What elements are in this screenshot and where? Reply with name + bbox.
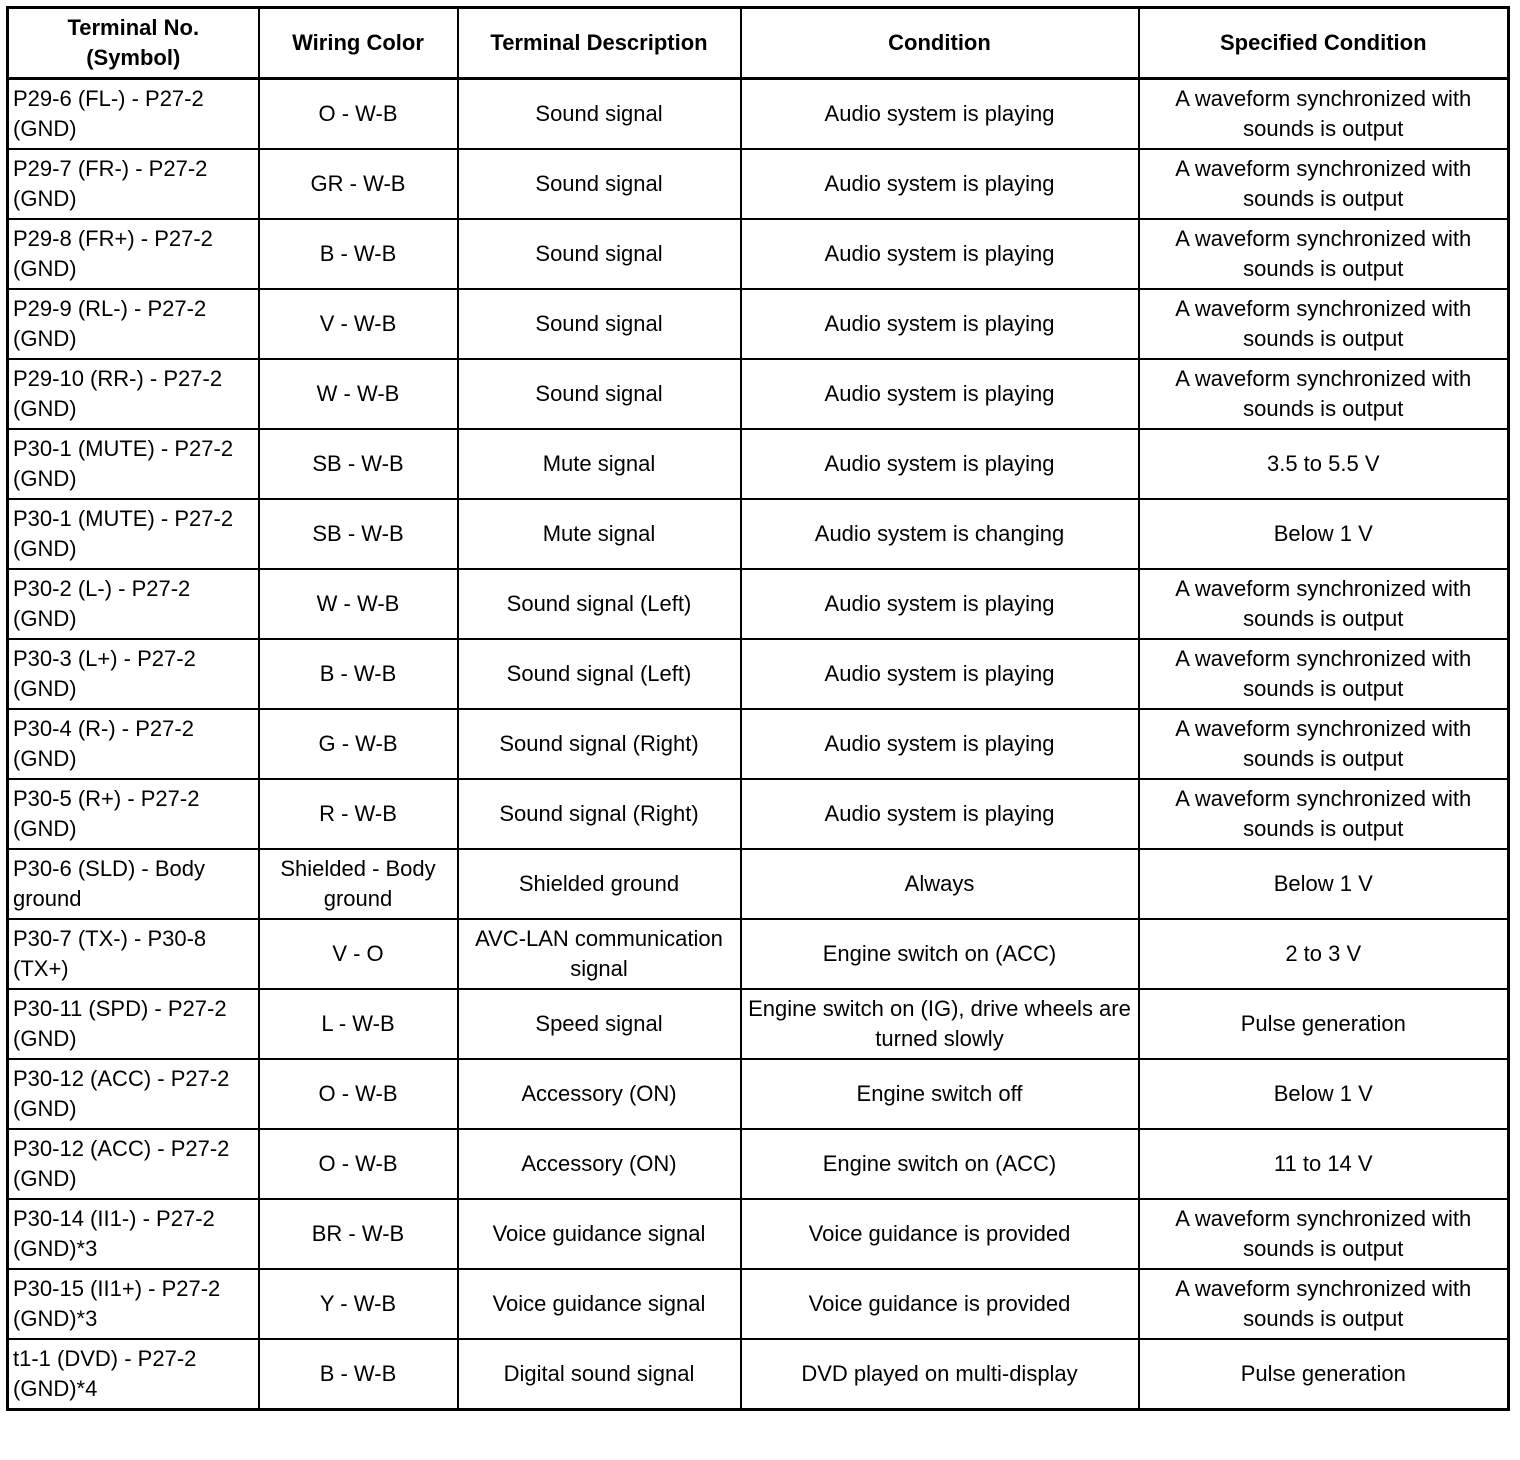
description-cell: Accessory (ON) [458,1129,741,1199]
wiring-color-cell: G - W-B [259,709,458,779]
description-cell: Sound signal [458,149,741,219]
description-cell: Sound signal [458,359,741,429]
terminal-cell: P29-6 (FL-) - P27-2 (GND) [8,79,259,150]
table-row [8,709,1509,779]
terminal-cell: P29-10 (RR-) - P27-2 (GND) [8,359,259,429]
terminal-cell: P30-3 (L+) - P27-2 (GND) [8,639,259,709]
terminal-cell: P30-1 (MUTE) - P27-2 (GND) [8,499,259,569]
wiring-color-cell: Y - W-B [259,1269,458,1339]
specified-condition-cell: A waveform synchronized with sounds is output [1139,709,1509,779]
table-row [8,429,1509,499]
header-terminal [8,8,259,79]
description-cell: Sound signal [458,289,741,359]
wiring-color-cell: B - W-B [259,639,458,709]
wiring-color-cell: W - W-B [259,359,458,429]
specified-condition-cell: A waveform synchronized with sounds is output [1139,289,1509,359]
table-row [8,779,1509,849]
header-wiring-color: Wiring Color [259,8,458,79]
specified-condition-cell: A waveform synchronized with sounds is output [1139,149,1509,219]
specified-condition-cell: Pulse generation [1139,989,1509,1059]
table-row [8,919,1509,989]
description-cell: Sound signal [458,219,741,289]
wiring-color-cell: GR - W-B [259,149,458,219]
wiring-color-cell: O - W-B [259,79,458,150]
table-row [8,639,1509,709]
description-cell: Voice guidance signal [458,1199,741,1269]
table-row [8,1269,1509,1339]
wiring-color-cell: B - W-B [259,219,458,289]
condition-cell: Engine switch on (ACC) [741,1129,1139,1199]
description-cell: Mute signal [458,429,741,499]
terminal-cell: P30-5 (R+) - P27-2 (GND) [8,779,259,849]
table-row [8,849,1509,919]
description-cell: Voice guidance signal [458,1269,741,1339]
condition-cell: Audio system is playing [741,289,1139,359]
condition-cell: Voice guidance is provided [741,1199,1139,1269]
specified-condition-cell: A waveform synchronized with sounds is output [1139,359,1509,429]
table-row [8,79,1509,150]
specified-condition-cell: A waveform synchronized with sounds is output [1139,779,1509,849]
specified-condition-cell: A waveform synchronized with sounds is output [1139,219,1509,289]
wiring-color-cell: B - W-B [259,1339,458,1410]
header-terminal-description: Terminal Description [458,8,741,79]
table-row [8,359,1509,429]
terminal-cell: P30-15 (II1+) - P27-2 (GND)*3 [8,1269,259,1339]
specified-condition-cell: A waveform synchronized with sounds is output [1139,1199,1509,1269]
condition-cell: Engine switch off [741,1059,1139,1129]
condition-cell: Audio system is playing [741,149,1139,219]
table-row [8,1339,1509,1410]
specified-condition-cell: 3.5 to 5.5 V [1139,429,1509,499]
terminal-cell: P30-2 (L-) - P27-2 (GND) [8,569,259,639]
condition-cell: Audio system is playing [741,639,1139,709]
table-row [8,569,1509,639]
specified-condition-cell: Below 1 V [1139,499,1509,569]
table-header-row [8,8,1509,79]
description-cell: Digital sound signal [458,1339,741,1410]
condition-cell: Audio system is playing [741,429,1139,499]
description-cell: Sound signal (Right) [458,779,741,849]
terminal-cell: P30-12 (ACC) - P27-2 (GND) [8,1059,259,1129]
description-cell: Sound signal (Left) [458,639,741,709]
wiring-color-cell: O - W-B [259,1059,458,1129]
specified-condition-cell: 11 to 14 V [1139,1129,1509,1199]
description-cell: Sound signal (Right) [458,709,741,779]
terminal-cell: P29-9 (RL-) - P27-2 (GND) [8,289,259,359]
description-cell: Shielded ground [458,849,741,919]
terminal-cell: P30-1 (MUTE) - P27-2 (GND) [8,429,259,499]
condition-cell: Voice guidance is provided [741,1269,1139,1339]
wiring-color-cell: BR - W-B [259,1199,458,1269]
condition-cell: Audio system is playing [741,359,1139,429]
condition-cell: Engine switch on (ACC) [741,919,1139,989]
terminal-cell: P30-11 (SPD) - P27-2 (GND) [8,989,259,1059]
table-row [8,1129,1509,1199]
wiring-color-cell: V - W-B [259,289,458,359]
wiring-color-cell: V - O [259,919,458,989]
table-row [8,1059,1509,1129]
specified-condition-cell: A waveform synchronized with sounds is output [1139,1269,1509,1339]
wiring-color-cell: Shielded - Body ground [259,849,458,919]
condition-cell: Always [741,849,1139,919]
specified-condition-cell: 2 to 3 V [1139,919,1509,989]
specified-condition-cell: A waveform synchronized with sounds is output [1139,569,1509,639]
terminal-cell: P29-8 (FR+) - P27-2 (GND) [8,219,259,289]
description-cell: Mute signal [458,499,741,569]
specified-condition-cell: A waveform synchronized with sounds is output [1139,79,1509,150]
description-cell: Speed signal [458,989,741,1059]
table-row [8,1199,1509,1269]
terminal-cell: P30-12 (ACC) - P27-2 (GND) [8,1129,259,1199]
terminal-inspection-table [6,6,1510,1411]
description-cell: AVC-LAN communication signal [458,919,741,989]
description-cell: Sound signal (Left) [458,569,741,639]
table-body [8,79,1509,1410]
condition-cell: Audio system is playing [741,779,1139,849]
header-condition: Condition [741,8,1139,79]
description-cell: Accessory (ON) [458,1059,741,1129]
terminal-cell: P29-7 (FR-) - P27-2 (GND) [8,149,259,219]
condition-cell: Audio system is playing [741,219,1139,289]
terminal-cell: t1-1 (DVD) - P27-2 (GND)*4 [8,1339,259,1410]
wiring-color-cell: W - W-B [259,569,458,639]
terminal-cell: P30-6 (SLD) - Body ground [8,849,259,919]
description-cell: Sound signal [458,79,741,150]
table-row [8,499,1509,569]
condition-cell: DVD played on multi-display [741,1339,1139,1410]
condition-cell: Audio system is changing [741,499,1139,569]
header-terminal-line1: Terminal No. [67,15,200,40]
header-terminal-line2: (Symbol) [86,45,181,70]
specified-condition-cell: A waveform synchronized with sounds is output [1139,639,1509,709]
wiring-color-cell: L - W-B [259,989,458,1059]
condition-cell: Audio system is playing [741,709,1139,779]
specified-condition-cell: Below 1 V [1139,1059,1509,1129]
wiring-color-cell: O - W-B [259,1129,458,1199]
table-row [8,989,1509,1059]
header-specified-condition: Specified Condition [1139,8,1509,79]
condition-cell: Audio system is playing [741,569,1139,639]
wiring-color-cell: SB - W-B [259,499,458,569]
wiring-color-cell: SB - W-B [259,429,458,499]
terminal-cell: P30-4 (R-) - P27-2 (GND) [8,709,259,779]
terminal-cell: P30-14 (II1-) - P27-2 (GND)*3 [8,1199,259,1269]
specified-condition-cell: Pulse generation [1139,1339,1509,1410]
condition-cell: Audio system is playing [741,79,1139,150]
specified-condition-cell: Below 1 V [1139,849,1509,919]
wiring-color-cell: R - W-B [259,779,458,849]
table-row [8,219,1509,289]
condition-cell: Engine switch on (IG), drive wheels are turned slowly [741,989,1139,1059]
table-row [8,289,1509,359]
table-row [8,149,1509,219]
terminal-cell: P30-7 (TX-) - P30-8 (TX+) [8,919,259,989]
